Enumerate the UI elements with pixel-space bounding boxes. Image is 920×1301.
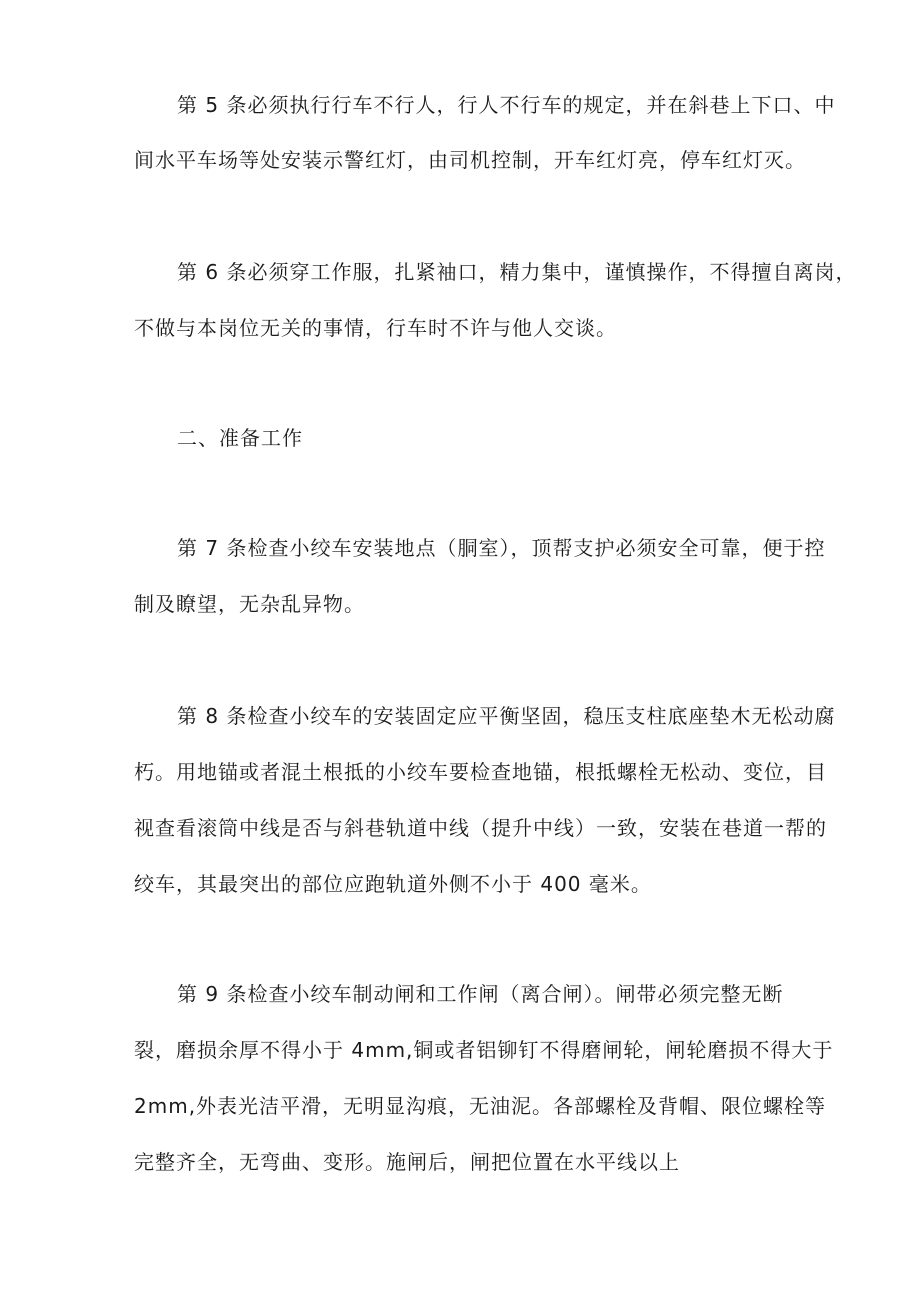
article-8-line-4: 绞车，其最突出的部位应跑轨道外侧不小于 400 毫米。 — [134, 872, 652, 896]
article-8-line-3: 视查看滚筒中线是否与斜巷轨道中线（提升中线）一致，安装在巷道一帮的 — [134, 816, 827, 840]
article-9-line-4: 完整齐全，无弯曲、变形。施闸后，闸把位置在水平线以上 — [134, 1150, 680, 1174]
section-heading: 二、准备工作 — [177, 426, 303, 450]
article-6-line-1: 第 6 条必须穿工作服，扎紧袖口，精力集中，谨慎操作，不得擅自离岗， — [177, 260, 857, 284]
article-9-line-2: 裂，磨损余厚不得小于 4mm,铜或者铝铆钉不得磨闸轮，闸轮磨损不得大于 — [134, 1038, 834, 1062]
article-9-line-3: 2mm,外表光洁平滑，无明显沟痕，无油泥。各部螺栓及背帽、限位螺栓等 — [134, 1094, 827, 1118]
article-6-line-2: 不做与本岗位无关的事情，行车时不许与他人交谈。 — [134, 316, 617, 340]
article-8-line-2: 朽。用地锚或者混土根抵的小绞车要检查地锚，根抵螺栓无松动、变位，目 — [134, 760, 827, 784]
article-5-line-2: 间水平车场等处安装示警红灯，由司机控制，开车红灯亮，停车红灯灭。 — [134, 148, 806, 172]
article-9-line-1: 第 9 条检查小绞车制动闸和工作闸（离合闸）。闸带必须完整无断 — [177, 982, 784, 1006]
article-5-line-1: 第 5 条必须执行行车不行人，行人不行车的规定，并在斜巷上下口、中 — [177, 93, 836, 117]
article-8-line-1: 第 8 条检查小绞车的安装固定应平衡坚固，稳压支柱底座垫木无松动腐 — [177, 704, 836, 728]
article-7-line-2: 制及瞭望，无杂乱异物。 — [134, 592, 365, 616]
article-7-line-1: 第 7 条检查小绞车安装地点（胴室），顶帮支护必须安全可靠，便于控 — [177, 536, 826, 560]
